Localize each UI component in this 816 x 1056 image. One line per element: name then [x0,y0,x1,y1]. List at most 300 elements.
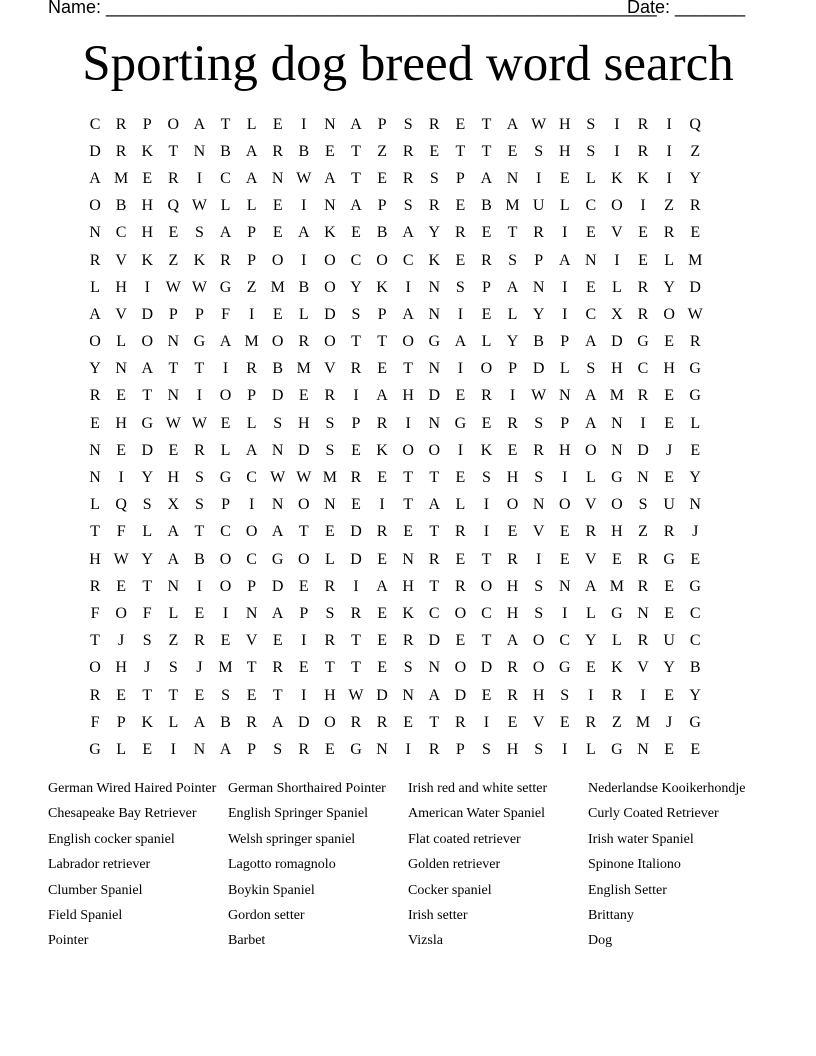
grid-letter: I [196,577,203,595]
grid-letter: H [89,550,101,568]
grid-letter: E [351,496,361,514]
grid-letter: A [219,224,232,242]
grid-letter: M [270,278,285,296]
grid-letter: O [219,387,232,405]
grid-letter: R [298,740,310,758]
grid-letter: N [402,550,414,568]
grid-letter: W [296,469,312,487]
grid-letter: A [245,441,258,459]
grid-letter: R [246,713,257,731]
grid-letter: T [481,142,492,160]
grid-letter: L [559,197,570,215]
grid-letter: Y [663,659,675,677]
grid-row [82,573,708,600]
grid-letter: Q [167,197,180,215]
grid-letter: D [480,659,493,677]
grid-letter: K [141,713,154,731]
grid-letter: E [220,632,231,650]
date-field-label: Date: _______ [627,0,746,17]
grid-letter: S [534,469,544,487]
grid-letter: V [532,713,545,731]
grid-letter: E [272,224,283,242]
grid-letter: E [455,115,466,133]
grid-letter: I [640,414,646,432]
grid-letter: S [221,686,230,704]
grid-letter: Y [663,278,675,296]
grid-letter: O [324,251,336,269]
grid-letter: S [534,577,544,595]
grid-letter: P [168,305,178,323]
grid-letter: N [324,115,336,133]
grid-letter: V [611,224,623,242]
grid-letter: E [664,577,674,595]
grid-letter: E [690,224,701,242]
grid-letter: A [585,333,597,351]
grid-letter: I [562,740,568,758]
grid-letter: Z [612,713,622,731]
word-list-item: Chesapeake Bay Retriever [48,806,197,822]
grid-letter: L [664,251,674,269]
grid-letter: T [403,469,414,487]
grid-letter: R [428,115,440,133]
grid-letter: F [142,604,152,622]
grid-letter: I [222,360,229,378]
grid-letter: L [585,469,596,487]
grid-letter: O [245,523,258,541]
grid-letter: H [167,469,180,487]
grid-letter: C [350,251,362,269]
grid-letter: P [351,414,361,432]
grid-letter: P [116,713,126,731]
grid-letter: R [89,251,101,269]
grid-letter: I [118,469,124,487]
grid-letter: A [506,115,519,133]
word-list-item: Irish setter [408,907,468,923]
grid-letter: A [271,713,284,731]
grid-letter: O [558,496,571,514]
grid-letter: T [429,469,440,487]
grid-letter: R [689,197,701,215]
grid-letter: C [689,604,701,622]
grid-row [82,383,708,410]
grid-letter: N [167,577,180,595]
grid-letter: I [666,142,672,160]
grid-letter: P [560,414,570,432]
grid-letter: R [507,414,518,432]
grid-letter: P [534,251,544,269]
grid-row [82,709,708,736]
grid-letter: A [350,197,362,215]
grid-letter: R [481,387,492,405]
grid-letter: U [663,632,675,650]
grid-letter: T [481,550,492,568]
grid-letter: W [165,278,181,296]
grid-letter: E [481,686,492,704]
grid-letter: Z [638,523,648,541]
grid-row [82,655,708,682]
grid-letter: V [585,550,597,568]
grid-letter: L [559,360,570,378]
grid-letter: S [429,169,439,187]
grid-letter: P [194,305,204,323]
grid-letter: R [428,550,440,568]
grid-letter: S [482,469,491,487]
grid-letter: Z [168,251,179,269]
grid-letter: E [455,632,466,650]
grid-letter: R [507,659,518,677]
grid-letter: U [663,496,675,514]
grid-letter: C [402,251,414,269]
word-list-item: Labrador retriever [48,857,151,873]
grid-letter: E [220,414,231,432]
grid-letter: O [324,278,336,296]
grid-letter: N [167,387,180,405]
grid-row [82,682,708,709]
grid-letter: R [663,224,675,242]
grid-letter: S [168,659,178,677]
word-list-item: Clumber Spaniel [48,882,143,898]
grid-letter: O [324,713,336,731]
grid-letter: K [376,441,388,459]
grid-letter: B [376,224,388,242]
grid-letter: N [271,169,284,187]
grid-letter: O [271,251,284,269]
grid-letter: L [246,414,257,432]
grid-letter: O [506,496,519,514]
grid-letter: I [535,169,542,187]
grid-letter: P [221,496,230,514]
grid-letter: A [271,523,284,541]
grid-letter: S [273,740,283,758]
grid-row [82,736,708,763]
grid-letter: L [585,740,596,758]
grid-row [82,437,708,464]
grid-letter: H [298,414,310,432]
grid-letter: I [222,604,229,622]
grid-letter: O [454,604,467,622]
grid-letter: O [532,659,545,677]
grid-letter: L [168,713,179,731]
grid-letter: W [531,387,547,405]
grid-letter: Z [664,197,674,215]
header-line [48,0,748,18]
grid-letter: I [588,686,594,704]
grid-letter: N [167,333,180,351]
grid-letter: H [663,360,675,378]
grid-letter: H [611,523,623,541]
grid-letter: E [142,169,153,187]
grid-letter: Y [585,632,597,650]
grid-letter: A [376,577,388,595]
word-list-item: Nederlandse Kooikerhondje [588,781,746,796]
grid-letter: E [429,142,440,160]
grid-letter: G [271,550,284,568]
grid-letter: O [141,333,154,351]
grid-letter: R [481,251,492,269]
grid-letter: P [455,169,465,187]
grid-letter: I [509,387,516,405]
grid-letter: V [115,305,127,323]
grid-letter: C [115,224,127,242]
grid-letter: A [480,169,493,187]
grid-letter: T [272,686,283,704]
grid-letter: A [558,251,571,269]
grid-letter: I [562,469,568,487]
grid-letter: S [534,604,544,622]
grid-letter: T [168,142,179,160]
grid-letter: R [689,333,701,351]
grid-letter: T [481,115,492,133]
grid-letter: I [353,387,359,405]
grid-letter: O [585,441,597,459]
grid-letter: N [637,740,649,758]
grid-letter: A [350,115,362,133]
grid-letter: R [507,550,518,568]
grid-letter: F [90,713,100,731]
grid-letter: A [193,115,206,133]
grid-letter: N [637,604,649,622]
grid-letter: E [298,577,309,595]
grid-letter: T [429,713,440,731]
grid-letter: T [194,360,205,378]
grid-letter: R [194,632,205,650]
grid-letter: A [89,169,101,187]
grid-letter: D [89,142,101,160]
grid-letter: R [637,142,649,160]
grid-letter: O [271,333,284,351]
grid-letter: P [377,305,387,323]
grid-letter: I [379,496,385,514]
grid-letter: H [402,387,414,405]
grid-letter: R [402,169,414,187]
grid-letter: K [376,278,388,296]
grid-letter: L [246,115,257,133]
grid-letter: E [272,197,283,215]
word-list-item: Golden retriever [408,857,501,873]
grid-letter: R [507,686,518,704]
grid-row [82,138,708,165]
grid-letter: P [247,577,257,595]
grid-letter: E [507,523,518,541]
grid-letter: E [481,414,492,432]
grid-letter: R [428,740,440,758]
grid-letter: T [507,224,518,242]
grid-letter: Y [141,469,154,487]
grid-letter: L [246,197,257,215]
grid-letter: X [167,496,180,514]
grid-letter: W [191,197,207,215]
grid-letter: I [301,197,307,215]
word-list-item: Brittany [588,907,634,923]
grid-letter: Y [532,305,545,323]
grid-letter: T [298,523,309,541]
grid-letter: A [585,387,597,405]
grid-letter: L [325,550,335,568]
grid-letter: A [298,224,310,242]
grid-letter: D [350,523,362,541]
grid-letter: M [688,251,703,269]
grid-letter: E [664,414,674,432]
grid-letter: B [220,142,231,160]
grid-letter: L [298,305,309,323]
grid-letter: P [247,387,257,405]
grid-letter: H [558,441,571,459]
grid-letter: O [219,550,232,568]
grid-letter: O [376,251,388,269]
grid-letter: O [89,659,101,677]
grid-letter: E [325,142,335,160]
grid-letter: R [637,577,649,595]
grid-letter: I [457,360,464,378]
grid-letter: H [506,577,519,595]
word-list-item: Welsh springer spaniel [228,831,356,847]
grid-letter: D [428,632,441,650]
grid-letter: Y [506,333,519,351]
grid-letter: D [689,278,701,296]
grid-letter: T [246,659,257,677]
word-list-item: American Water Spaniel [408,806,546,822]
grid-letter: Y [89,360,101,378]
grid-letter: B [115,197,127,215]
grid-letter: B [298,278,310,296]
grid-letter: W [113,550,129,568]
grid-letter: Y [689,686,701,704]
grid-letter: S [325,604,335,622]
grid-letter: I [562,278,568,296]
grid-letter: Y [141,550,154,568]
grid-letter: E [272,632,283,650]
grid-letter: A [89,305,101,323]
grid-letter: G [611,469,623,487]
grid-letter: C [585,197,597,215]
grid-letter: G [637,333,649,351]
word-list [48,776,788,954]
grid-letter: L [585,604,596,622]
grid-letter: N [402,686,414,704]
grid-letter: C [220,523,231,541]
grid-letter: E [377,169,387,187]
grid-letter: M [609,387,625,405]
grid-letter: E [455,469,466,487]
grid-letter: I [666,169,672,187]
grid-letter: E [559,169,570,187]
grid-letter: R [115,142,127,160]
grid-letter: R [611,686,623,704]
grid-letter: E [690,550,701,568]
grid-letter: T [429,523,440,541]
grid-letter: R [350,604,362,622]
grid-letter: A [245,169,258,187]
grid-letter: N [532,496,545,514]
grid-letter: E [116,387,127,405]
grid-letter: H [324,686,336,704]
grid-letter: R [298,333,310,351]
grid-letter: R [455,523,466,541]
grid-letter: I [562,604,568,622]
grid-letter: N [324,496,336,514]
grid-letter: H [402,577,414,595]
grid-letter: E [585,659,596,677]
grid-letter: E [690,740,701,758]
grid-letter: E [507,713,518,731]
grid-letter: R [376,414,388,432]
grid-letter: S [482,740,491,758]
grid-letter: R [455,577,466,595]
grid-letter: G [219,469,232,487]
grid-letter: E [377,550,387,568]
grid-letter: S [194,469,204,487]
grid-letter: R [89,577,101,595]
grid-letter: L [612,632,622,650]
grid-letter: U [532,197,545,215]
grid-letter: H [115,278,127,296]
grid-letter: J [144,659,151,677]
grid-letter: E [612,550,622,568]
grid-letter: S [325,441,335,459]
grid-letter: E [559,523,570,541]
grid-row [82,111,708,138]
grid-letter: A [428,496,441,514]
grid-letter: S [194,224,204,242]
grid-letter: D [611,333,623,351]
word-list-item: Pointer [48,933,89,949]
grid-letter: E [455,550,466,568]
grid-letter: O [298,550,310,568]
grid-letter: P [377,115,387,133]
grid-letter: E [481,224,492,242]
grid-letter: G [193,333,206,351]
grid-letter: S [351,305,361,323]
grid-letter: H [115,659,127,677]
grid-letter: R [246,360,257,378]
word-list-item: Gordon setter [228,907,305,923]
grid-letter: G [454,414,467,432]
grid-letter: N [89,224,101,242]
grid-letter: L [585,169,596,187]
grid-letter: N [689,496,701,514]
grid-letter: L [220,197,231,215]
grid-letter: E [90,414,100,432]
grid-letter: O [454,659,467,677]
grid-letter: O [324,333,336,351]
grid-letter: B [272,360,284,378]
grid-letter: N [271,496,284,514]
grid-letter: T [142,387,153,405]
grid-letter: M [505,197,520,215]
grid-row [82,220,708,247]
grid-letter: E [455,387,466,405]
grid-letter: I [562,224,568,242]
grid-letter: L [116,333,127,351]
grid-letter: M [635,713,651,731]
grid-letter: S [586,115,596,133]
grid-letter: R [637,115,649,133]
grid-letter: N [585,251,597,269]
grid-letter: E [298,659,309,677]
grid-letter: M [114,169,129,187]
grid-letter: K [324,224,336,242]
grid-letter: A [454,333,467,351]
grid-letter: R [324,632,336,650]
grid-letter: S [403,115,413,133]
grid-letter: D [298,713,310,731]
grid-letter: I [301,251,307,269]
grid-letter: E [325,740,335,758]
grid-letter: E [377,632,387,650]
grid-letter: T [481,632,492,650]
grid-letter: P [455,740,465,758]
grid-letter: R [533,441,544,459]
